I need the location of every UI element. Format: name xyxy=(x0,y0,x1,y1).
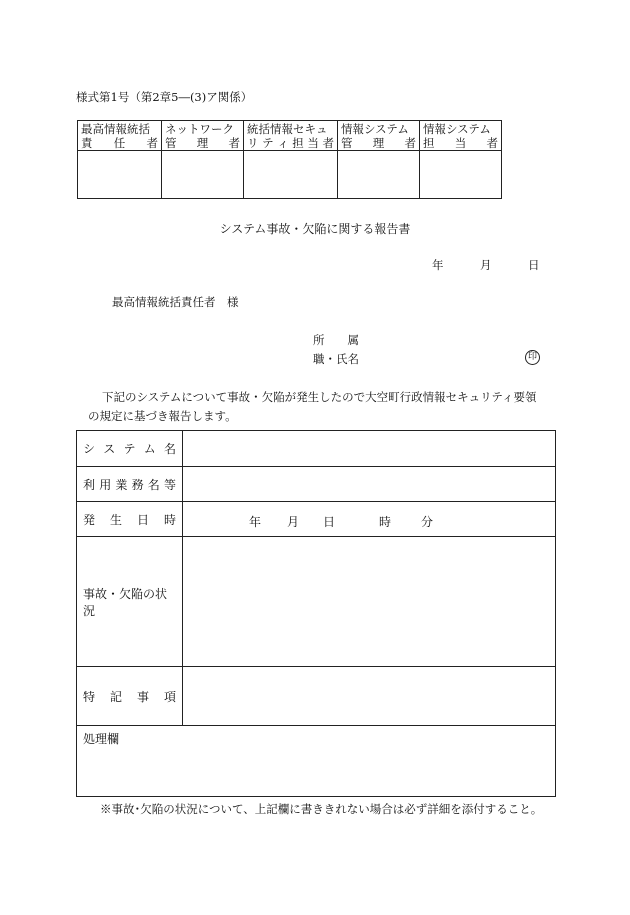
approval-cell xyxy=(420,151,502,199)
approval-header-cio: 最高情報統括 責 任 者 xyxy=(78,121,162,151)
name-label: 職・氏名 xyxy=(313,352,359,366)
report-title: システム事故・欠陥に関する報告書 xyxy=(219,222,411,236)
approval-header-network-admin: ネットワーク 管 理 者 xyxy=(162,121,244,151)
occurred-at-field[interactable] xyxy=(183,502,556,537)
business-name-label: 利 用 業 務 名 等 xyxy=(77,467,183,502)
occurred-month-unit: 月 xyxy=(287,515,300,529)
approval-header-security-officer: 統括情報セキュ リ テ ィ 担 当 者 xyxy=(244,121,338,151)
date-day: 日 xyxy=(528,258,540,272)
approval-table xyxy=(77,120,502,199)
occurred-minute-unit: 分 xyxy=(421,515,434,529)
form-code: 様式第1号（第2章5―(3)ア関係） xyxy=(76,90,253,104)
body-text-line1: 下記のシステムについて事故・欠陥が発生したので大空町行政情報セキュリティ要領 xyxy=(102,390,537,404)
seal-mark: 印 xyxy=(525,350,540,365)
approval-cell xyxy=(162,151,244,199)
system-name-field[interactable] xyxy=(183,431,556,467)
report-form-table xyxy=(76,430,556,797)
business-name-field[interactable] xyxy=(183,467,556,502)
occurred-hour-unit: 時 xyxy=(379,515,392,529)
occurred-at-label: 発 生 日 時 xyxy=(77,502,183,537)
processing-label: 処理欄 xyxy=(83,732,120,746)
approval-header-system-admin: 情報システム 管 理 者 xyxy=(338,121,420,151)
occurred-day-unit: 日 xyxy=(323,515,336,529)
situation-field[interactable] xyxy=(183,537,556,667)
date-year: 年 xyxy=(432,258,444,272)
system-name-label: シ ス テ ム 名 xyxy=(77,431,183,467)
date-month: 月 xyxy=(480,258,492,272)
affiliation-label: 所 属 xyxy=(313,333,359,347)
approval-cell xyxy=(244,151,338,199)
processing-field[interactable] xyxy=(77,726,556,797)
addressee: 最高情報統括責任者 様 xyxy=(112,295,239,309)
remarks-field[interactable] xyxy=(183,667,556,726)
approval-cell xyxy=(338,151,420,199)
remarks-label: 特 記 事 項 xyxy=(77,667,183,726)
footnote: ※事故･欠陥の状況について、上記欄に書ききれない場合は必ず詳細を添付すること。 xyxy=(100,802,543,816)
approval-header-system-staff: 情報システム 担 当 者 xyxy=(420,121,502,151)
situation-label: 事故・欠陥の状況 xyxy=(77,537,183,667)
occurred-year-unit: 年 xyxy=(249,515,262,529)
body-text-line2: の規定に基づき報告します。 xyxy=(88,409,237,423)
approval-cell xyxy=(78,151,162,199)
